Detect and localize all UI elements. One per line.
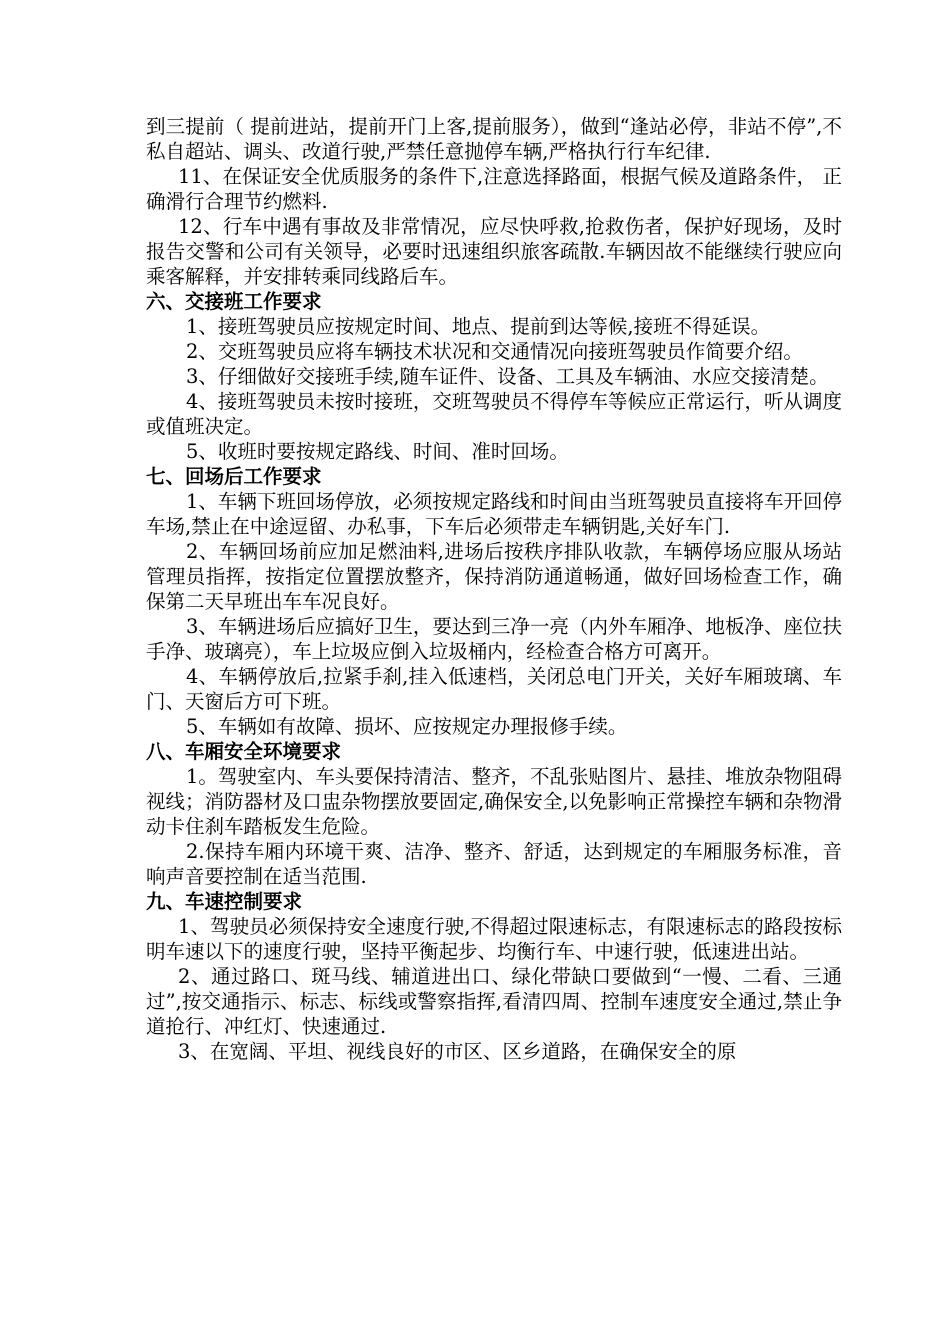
- paragraph: 12、行车中遇有事故及非常情况，应尽快呼救,抢救伤者，保护好现场，及时报告交警和公司有关领导，必要时迅速组织旅客疏散.车辆因故不能继续行驶应向乘客解释，并安排转乘同线路后车。: [146, 215, 842, 288]
- paragraph: 4、车辆停放后,拉紧手刹,挂入低速档，关闭总电门开关，关好车厢玻璃、车门、天窗后方可下班。: [146, 665, 842, 713]
- paragraph: 4、接班驾驶员未按时接班，交班驾驶员不得停车等候应正常运行，听从调度或值班决定。: [146, 390, 842, 438]
- section-heading: 九、车速控制要求: [146, 890, 303, 913]
- paragraph: 2、交班驾驶员应将车辆技术状况和交通情况向接班驾驶员作简要介绍。: [186, 340, 803, 363]
- paragraph: 11、在保证安全优质服务的条件下,注意选择路面，根据气候及道路条件， 正确滑行合理节约燃料.: [146, 165, 842, 213]
- paragraph: 3、在宽阔、平坦、视线良好的市区、区乡道路，在确保安全的原: [178, 1040, 737, 1063]
- section-heading: 八、车厢安全环境要求: [146, 740, 342, 763]
- paragraph: 1、接班驾驶员应按规定时间、地点、提前到达等候,接班不得延误。: [186, 315, 771, 338]
- paragraph: 到三提前（ 提前进站，提前开门上客,提前服务），做到“逢站必停，非站不停”,不私自超站、调头、改道行驶,严禁任意抛停车辆,严格执行行车纪律.: [146, 115, 842, 163]
- paragraph: 1、车辆下班回场停放，必须按规定路线和时间由当班驾驶员直接将车开回停车场,禁止在中途逗留、办私事，下车后必须带走车辆钥匙,关好车门.: [146, 490, 842, 538]
- paragraph: 5、收班时要按规定路线、时间、准时回场。: [186, 440, 569, 463]
- paragraph: 2、车辆回场前应加足燃油料,进场后按秩序排队收款，车辆停场应服从场站管理员指挥，按指定位置摆放整齐，保持消防通道畅通，做好回场检查工作，确保第二天早班出车车况良好。: [146, 540, 842, 613]
- paragraph: 2.保持车厢内环境干爽、洁净、整齐、舒适，达到规定的车厢服务标准，音响声音要控制在适当范围.: [146, 840, 842, 888]
- paragraph: 1。驾驶室内、车头要保持清洁、整齐，不乱张贴图片、悬挂、堆放杂物阻碍视线；消防器材及口盅杂物摆放要固定,确保安全,以免影响正常操控车辆和杂物滑动卡住刹车踏板发生危险。: [146, 765, 842, 838]
- section-heading: 六、交接班工作要求: [146, 290, 322, 313]
- paragraph: 3、仔细做好交接班手续,随车证件、设备、工具及车辆油、水应交接清楚。: [186, 365, 829, 388]
- section-heading: 七、回场后工作要求: [146, 465, 322, 488]
- paragraph: 1、驾驶员必须保持安全速度行驶,不得超过限速标志，有限速标志的路段按标明车速以下的速度行驶，坚持平衡起步、均衡行车、中速行驶，低速进出站。: [146, 915, 842, 963]
- paragraph: 5、车辆如有故障、损坏、应按规定办理报修手续。: [186, 715, 628, 738]
- paragraph: 2、通过路口、斑马线、辅道进出口、绿化带缺口要做到“一慢、二看、三通过”,按交通指示、标志、标线或警察指挥,看清四周、控制车速度安全通过,禁止争道抢行、冲红灯、快速通过.: [146, 965, 842, 1038]
- paragraph: 3、车辆进场后应搞好卫生，要达到三净一亮（内外车厢净、地板净、座位扶手净、玻璃亮），车上垃圾应倒入垃圾桶内，经检查合格方可离开。: [146, 615, 842, 663]
